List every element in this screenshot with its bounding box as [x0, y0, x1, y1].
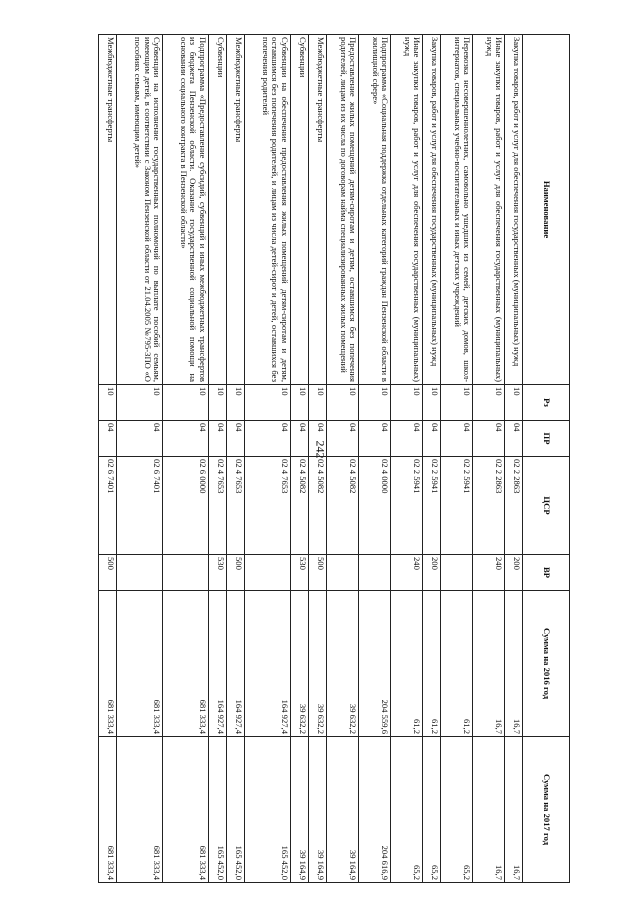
table-row — [245, 35, 291, 883]
cell-name: Перевозка несовершеннолетних, самовольно ушедших из семей, детских домов, школ-интернатов, специальных учебно-воспитательных и иных детских учреждений — [440, 35, 472, 385]
cell-rz: 10 — [422, 385, 440, 421]
cell-vr: 240 — [390, 555, 422, 591]
cell-name: Подпрограмма «Предоставление субсидий, субвенций и иных межбюджетных трансфертов из бюджета Пензенской области. Оказание государственной социальной помощи на основании социального контракта в Пензенской области» — [163, 35, 209, 385]
cell-pr: 04 — [472, 421, 504, 457]
cell-sum-2016: 16,7 — [472, 591, 504, 737]
cell-vr — [440, 555, 472, 591]
cell-pr: 04 — [163, 421, 209, 457]
cell-sum-2017: 165 452,0 — [208, 737, 226, 883]
table-row — [226, 35, 244, 883]
cell-sum-2017: 16,7 — [472, 737, 504, 883]
cell-name: Субвенции — [290, 35, 308, 385]
cell-name: Иные закупки товаров, работ и услуг для обеспечения государственных (муниципальных) нужд — [390, 35, 422, 385]
cell-csr: 02 4 5082 — [308, 457, 326, 555]
budget-table — [98, 34, 570, 883]
cell-name: Межбюджетные трансферты — [308, 35, 326, 385]
cell-sum-2016: 16,7 — [504, 591, 522, 737]
cell-vr — [163, 555, 209, 591]
cell-pr: 04 — [117, 421, 163, 457]
cell-name: Субвенции на обеспечение предоставления жилых помещений детям-сиротам и детям, оставшимся без попечения родителей, и лицам из числа детей-сирот и детей, оставшихся без попечения родителей — [245, 35, 291, 385]
cell-rz: 10 — [504, 385, 522, 421]
cell-vr: 530 — [290, 555, 308, 591]
cell-rz: 10 — [390, 385, 422, 421]
header-rz: Рз — [523, 385, 570, 421]
cell-csr: 02 6 7401 — [117, 457, 163, 555]
cell-pr: 04 — [504, 421, 522, 457]
table-row — [472, 35, 504, 883]
cell-sum-2016: 61,2 — [390, 591, 422, 737]
cell-sum-2017: 681 333,4 — [163, 737, 209, 883]
cell-sum-2017: 65,2 — [440, 737, 472, 883]
cell-name: Межбюджетные трансферты — [226, 35, 244, 385]
cell-csr: 02 4 7653 — [245, 457, 291, 555]
cell-sum-2017: 39 164,9 — [327, 737, 359, 883]
cell-pr: 04 — [390, 421, 422, 457]
cell-csr: 02 4 5082 — [327, 457, 359, 555]
cell-sum-2017: 681 333,4 — [117, 737, 163, 883]
cell-csr: 02 4 7653 — [208, 457, 226, 555]
rotated-table-container — [98, 34, 570, 882]
cell-vr — [117, 555, 163, 591]
cell-name: Закупка товаров, работ и услуг для обеспечения государственных (муниципальных) нужд — [422, 35, 440, 385]
cell-pr: 04 — [358, 421, 390, 457]
cell-rz: 10 — [358, 385, 390, 421]
cell-rz: 10 — [99, 385, 117, 421]
table-body — [99, 35, 523, 883]
cell-vr: 530 — [208, 555, 226, 591]
table-row — [163, 35, 209, 883]
cell-sum-2017: 39 164,9 — [308, 737, 326, 883]
header-sum-2017: Сумма на 2017 год — [523, 737, 570, 883]
cell-sum-2017: 16,7 — [504, 737, 522, 883]
cell-sum-2017: 165 452,0 — [226, 737, 244, 883]
cell-csr: 02 2 2863 — [504, 457, 522, 555]
header-vr: ВР — [523, 555, 570, 591]
cell-rz: 10 — [327, 385, 359, 421]
cell-name: Межбюджетные трансферты — [99, 35, 117, 385]
cell-csr: 02 2 5941 — [440, 457, 472, 555]
cell-pr: 04 — [208, 421, 226, 457]
cell-vr — [245, 555, 291, 591]
cell-sum-2016: 164 927,4 — [245, 591, 291, 737]
cell-name: Иные закупки товаров, работ и услуг для обеспечения государственных (муниципальных) нужд — [472, 35, 504, 385]
cell-pr: 04 — [226, 421, 244, 457]
table-row — [117, 35, 163, 883]
cell-name: Предоставление жилых помещений детям-сиротам и детям, оставшимся без попечения родителей, лицам из их числа по договорам найма специализированных жилых помещений — [327, 35, 359, 385]
cell-pr: 04 — [327, 421, 359, 457]
cell-vr: 200 — [504, 555, 522, 591]
cell-csr: 02 2 5941 — [422, 457, 440, 555]
cell-vr: 240 — [472, 555, 504, 591]
cell-rz: 10 — [208, 385, 226, 421]
header-pr: ПР — [523, 421, 570, 457]
cell-sum-2016: 164 927,4 — [208, 591, 226, 737]
cell-pr: 04 — [422, 421, 440, 457]
table-row — [390, 35, 422, 883]
cell-sum-2016: 204 559,6 — [358, 591, 390, 737]
cell-csr: 02 6 0000 — [163, 457, 209, 555]
cell-sum-2017: 39 164,9 — [290, 737, 308, 883]
cell-sum-2016: 39 632,2 — [290, 591, 308, 737]
cell-vr — [358, 555, 390, 591]
cell-rz: 10 — [163, 385, 209, 421]
cell-rz: 10 — [290, 385, 308, 421]
cell-sum-2016: 681 333,4 — [117, 591, 163, 737]
table-row — [358, 35, 390, 883]
table-row — [99, 35, 117, 883]
cell-sum-2016: 39 632,2 — [327, 591, 359, 737]
cell-rz: 10 — [226, 385, 244, 421]
cell-sum-2016: 164 927,4 — [226, 591, 244, 737]
cell-sum-2016: 61,2 — [422, 591, 440, 737]
table-row — [504, 35, 522, 883]
table-row — [422, 35, 440, 883]
cell-name: Субвенции на исполнение государственных полномочий по выплате пособий семьям, имеющим детей, в соответствии с Законом Пензенской области от 21.04.2005 №795-ЗПО «О пособиях семьям, имеющим детей» — [117, 35, 163, 385]
header-csr: ЦСР — [523, 457, 570, 555]
cell-csr: 02 4 5082 — [290, 457, 308, 555]
cell-rz: 10 — [245, 385, 291, 421]
cell-pr: 04 — [440, 421, 472, 457]
cell-rz: 10 — [472, 385, 504, 421]
cell-csr: 02 2 2863 — [472, 457, 504, 555]
cell-vr: 500 — [99, 555, 117, 591]
cell-sum-2016: 681 333,4 — [163, 591, 209, 737]
cell-vr: 200 — [422, 555, 440, 591]
cell-csr: 02 4 7653 — [226, 457, 244, 555]
cell-vr: 500 — [308, 555, 326, 591]
cell-rz: 10 — [308, 385, 326, 421]
table-header-row — [523, 35, 570, 883]
table-row — [208, 35, 226, 883]
cell-sum-2017: 65,2 — [422, 737, 440, 883]
cell-csr: 02 6 7401 — [99, 457, 117, 555]
cell-rz: 10 — [440, 385, 472, 421]
table-row — [308, 35, 326, 883]
cell-name: Подпрограмма «Социальная поддержка отдельных категорий граждан Пензенской области в жилищной сфере» — [358, 35, 390, 385]
cell-sum-2017: 681 333,4 — [99, 737, 117, 883]
cell-sum-2016: 681 333,4 — [99, 591, 117, 737]
cell-vr — [327, 555, 359, 591]
cell-name: Субвенции — [208, 35, 226, 385]
page-number: 242 — [313, 440, 328, 459]
table-row — [440, 35, 472, 883]
header-sum-2016: Сумма на 2016 год — [523, 591, 570, 737]
cell-name: Закупка товаров, работ и услуг для обеспечения государственных (муниципальных) нужд — [504, 35, 522, 385]
header-name: Наименование — [523, 35, 570, 385]
cell-csr: 02 2 5941 — [390, 457, 422, 555]
cell-sum-2017: 204 616,9 — [358, 737, 390, 883]
cell-sum-2016: 61,2 — [440, 591, 472, 737]
cell-pr: 04 — [290, 421, 308, 457]
cell-pr: 04 — [245, 421, 291, 457]
cell-csr: 02 4 0000 — [358, 457, 390, 555]
cell-pr: 04 — [99, 421, 117, 457]
cell-sum-2016: 39 632,2 — [308, 591, 326, 737]
table-row — [290, 35, 308, 883]
cell-vr: 500 — [226, 555, 244, 591]
cell-sum-2017: 165 452,0 — [245, 737, 291, 883]
cell-rz: 10 — [117, 385, 163, 421]
cell-sum-2017: 65,2 — [390, 737, 422, 883]
cell-pr: 04 — [308, 421, 326, 457]
table-row — [327, 35, 359, 883]
